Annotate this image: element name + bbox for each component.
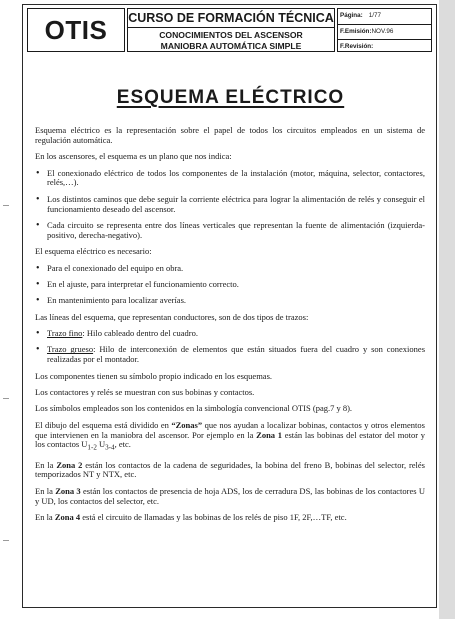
body-text	[35, 126, 425, 529]
text-run: que nos ayudan a localizar bobinas, contactos y otros elementos que intervienen en la maniobra del ascensor. Por ejemplo en la	[35, 419, 425, 440]
paragraph: El esquema eléctrico es necesario:	[35, 246, 152, 257]
emphasis: “Zonas”	[171, 419, 203, 430]
list-item: • Cada circuito se representa entre dos líneas verticales que representan la fuente de alimentación (izquierda-positivo, derecha-negativo).	[35, 221, 425, 241]
paragraph	[35, 421, 425, 454]
text-run: está el circuito de llamadas y las bobinas de los relés de piso 1F, 2F,…TF, etc.	[80, 511, 347, 522]
course-subtitle-line-2: MANIOBRA AUTOMÁTICA SIMPLE	[160, 41, 302, 51]
list-item	[35, 345, 425, 365]
list-item: • Los distintos caminos que debe seguir la corriente eléctrica para lograr la alimentación de relés y conseguir el funcionamiento deseado del ascensor.	[35, 195, 425, 215]
list-item: • En mantenimiento para localizar averías.	[35, 296, 425, 306]
paragraph: Los contactores y relés se muestran con sus bobinas y contactos.	[35, 387, 255, 398]
margin-mark	[3, 398, 9, 399]
text-run: El dibujo del esquema está dividido en	[35, 419, 172, 430]
document-meta	[337, 8, 432, 52]
course-box	[127, 8, 335, 52]
paragraph	[35, 487, 425, 507]
margin-mark	[3, 540, 9, 541]
text-run: están los contactos de presencia de hoja ADS, los de cerradura DS, las bobinas de los contactores U y UD, los contactos del selector, etc.	[35, 485, 425, 506]
bullet-list	[35, 169, 425, 241]
scan-edge	[439, 0, 455, 619]
list-item: • En el ajuste, para interpretar el funcionamiento correcto.	[35, 280, 425, 290]
course-subtitle-line-1: CONOCIMIENTOS DEL ASCENSOR	[159, 30, 303, 40]
subscript: 3-4	[105, 444, 115, 453]
text-run: están los contactos de la cadena de seguridades, la bobina del freno B, bobinas del selector, relés temporizados NT y NTX, etc.	[35, 459, 425, 480]
term-definition: : Hilo de interconexión de elementos que están situados fuera del cuadro y son conexiones realizadas por el montador.	[47, 344, 426, 365]
text-run: están las bobinas del estator del motor y los contactos U	[35, 429, 425, 450]
paragraph	[35, 513, 425, 523]
meta-page-label: Página:	[340, 12, 363, 19]
text-run: En la	[35, 459, 57, 470]
list-item	[35, 329, 425, 339]
bullet-list	[35, 329, 425, 365]
emphasis: Zona 3	[55, 485, 81, 496]
meta-emission-label: F.Emisión:	[340, 27, 372, 35]
list-item: • Para el conexionado del equipo en obra.	[35, 264, 425, 274]
otis-logo: OTIS	[27, 8, 125, 52]
emphasis: Zona 2	[56, 459, 83, 470]
meta-emission-value: NOV.96	[371, 27, 394, 35]
paragraph: En los ascensores, el esquema es un plano que nos indica:	[35, 151, 232, 162]
page-title: ESQUEMA ELÉCTRICO	[116, 87, 345, 108]
text-run: En la	[35, 485, 56, 496]
emphasis: Zona 1	[256, 429, 283, 440]
text-run: , etc.	[114, 439, 131, 450]
meta-emission	[338, 24, 431, 40]
bullet-list	[35, 264, 425, 307]
document-page	[22, 4, 437, 608]
meta-page	[338, 9, 431, 24]
term-trazo-fino: Trazo fino	[47, 328, 83, 339]
meta-page-value: 1/77	[368, 12, 382, 19]
term-trazo-grueso: Trazo grueso	[47, 344, 94, 355]
meta-revision-label: F.Revisión:	[340, 43, 374, 51]
text-run: En la	[35, 511, 55, 522]
course-subtitle	[128, 28, 334, 52]
text-run: U	[96, 439, 106, 450]
course-title: CURSO DE FORMACIÓN TÉCNICA	[128, 9, 334, 28]
emphasis: Zona 4	[54, 511, 81, 522]
paragraph: Los símbolos empleados son los contenidos en la simbología convencional OTIS (pag.7 y 8).	[35, 403, 353, 414]
page-header	[27, 8, 432, 52]
paragraph: Los componentes tienen su símbolo propio indicado en los esquemas.	[35, 370, 273, 381]
term-definition: : Hilo cableado dentro del cuadro.	[82, 328, 198, 339]
meta-revision	[338, 39, 431, 55]
subscript: 1-2	[87, 444, 97, 453]
margin-mark	[3, 205, 9, 206]
list-item: • El conexionado eléctrico de todos los componentes de la instalación (motor, máquina, selector, contactores, relés,…).	[35, 169, 425, 189]
paragraph: Las líneas del esquema, que representan conductores, son de dos tipos de trazos:	[35, 311, 309, 322]
paragraph: Esquema eléctrico es la representación sobre el papel de todos los circuitos empleados en un sistema de regulación automática.	[35, 125, 425, 145]
paragraph	[35, 461, 425, 481]
